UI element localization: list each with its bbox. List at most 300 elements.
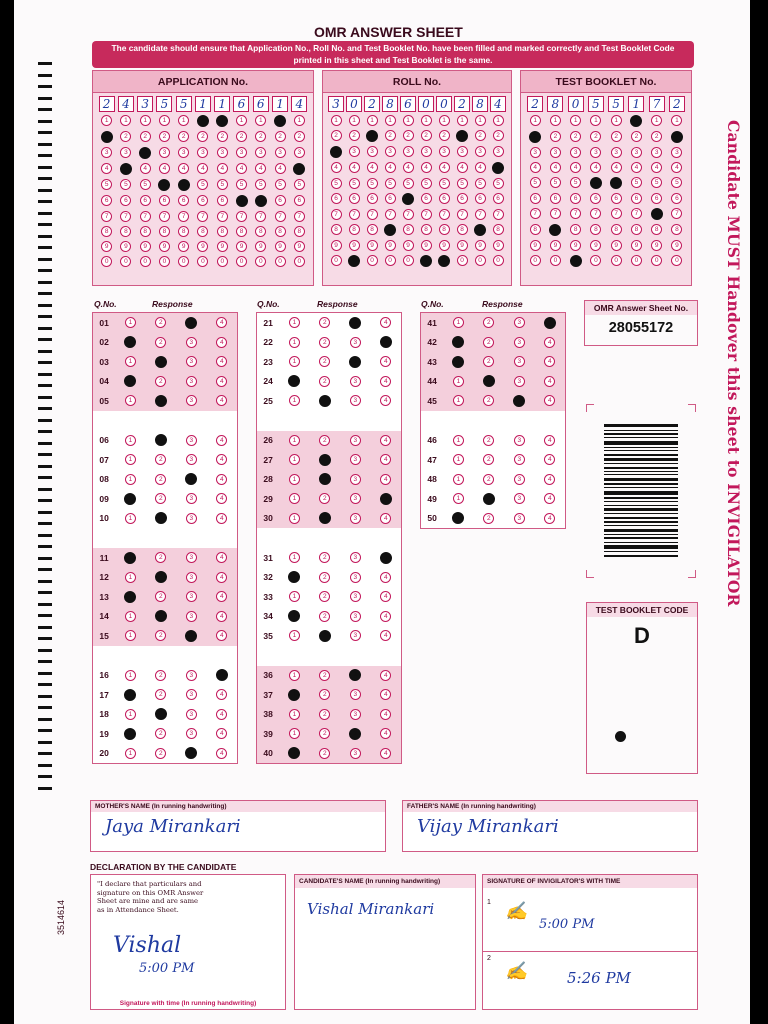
digit-bubble: 1 xyxy=(367,115,378,126)
digit-bubble: 2 xyxy=(439,130,450,141)
answer-bubble: 2 xyxy=(155,670,166,681)
answer-row xyxy=(93,470,237,490)
digit-bubble: 6 xyxy=(530,193,541,204)
answer-bubble: 1 xyxy=(289,395,300,406)
answer-bubble: 3 xyxy=(514,435,525,446)
answer-bubble: 3 xyxy=(514,356,525,367)
timing-mark xyxy=(38,384,52,387)
digit-bubble: 8 xyxy=(493,224,504,235)
digit-bubble: 6 xyxy=(651,193,662,204)
invigilator-signature-box xyxy=(482,874,698,1010)
digit-bubble: 8 xyxy=(384,224,396,236)
digit-bubble: 8 xyxy=(549,224,561,236)
digit-bubble: 7 xyxy=(178,211,189,222)
written-digit: 2 xyxy=(527,96,543,112)
option-slot xyxy=(176,747,206,759)
digit-bubble: 1 xyxy=(493,115,504,126)
option-slot xyxy=(207,728,237,739)
answer-bubble: 1 xyxy=(289,709,300,720)
option-slot xyxy=(535,454,565,465)
answer-bubble: 1 xyxy=(289,552,300,563)
answer-bubble: 4 xyxy=(216,728,227,739)
answer-bubble: 2 xyxy=(483,337,494,348)
digit-bubble: 5 xyxy=(439,178,450,189)
digit-bubble: 9 xyxy=(530,240,541,251)
option-slot xyxy=(310,689,340,700)
answer-bubble: 3 xyxy=(186,728,197,739)
digit-bubble: 0 xyxy=(420,255,432,267)
option-slot xyxy=(279,395,309,406)
answer-bubble: 1 xyxy=(453,395,464,406)
option-slot xyxy=(371,728,401,739)
option-slot xyxy=(443,454,473,465)
answer-row xyxy=(93,724,237,744)
mother-name-handwriting: Jaya Mirankari xyxy=(105,816,241,837)
digit-bubble: 9 xyxy=(671,240,682,251)
option-slot xyxy=(443,493,473,504)
answer-bubble: 3 xyxy=(186,572,197,583)
written-digit: 3 xyxy=(328,96,344,112)
digit-bubble: 0 xyxy=(236,256,247,267)
omr-sheet-number: 28055172 xyxy=(608,320,674,336)
digit-bubble: 2 xyxy=(331,130,342,141)
answer-row xyxy=(93,450,237,470)
option-slot xyxy=(279,571,309,583)
digit-bubble: 1 xyxy=(457,115,468,126)
timing-mark xyxy=(38,281,52,284)
answer-row xyxy=(93,372,237,392)
timing-mark xyxy=(38,97,52,100)
option-slot xyxy=(207,591,237,602)
digit-bubble: 0 xyxy=(457,255,468,266)
digit-bubble: 6 xyxy=(101,195,112,206)
digit-bubble: 0 xyxy=(140,256,151,267)
answer-bubble: 1 xyxy=(124,591,136,603)
option-slot xyxy=(115,591,145,603)
option-slot xyxy=(207,493,237,504)
digit-bubble: 3 xyxy=(236,147,247,158)
answer-bubble: 2 xyxy=(319,572,330,583)
digit-bubble: 4 xyxy=(331,162,342,173)
digit-bubble: 6 xyxy=(197,195,208,206)
answer-bubble: 2 xyxy=(319,709,330,720)
option-slot xyxy=(279,689,309,701)
option-slot xyxy=(310,435,340,446)
declaration-text: "I declare that particulars and signature on this OMR Answer Sheet are mine and are same as in Attendance Sheet. xyxy=(97,880,204,914)
digit-bubble: 7 xyxy=(385,209,396,220)
digit-bubble: 2 xyxy=(236,131,247,142)
digit-bubble: 2 xyxy=(275,131,286,142)
answer-bubble: 1 xyxy=(452,356,464,368)
bubble-grid xyxy=(521,113,691,269)
answer-bubble: 2 xyxy=(319,591,330,602)
option-slot xyxy=(207,435,237,446)
option-slot xyxy=(371,670,401,681)
invigilator-label: SIGNATURE OF INVIGILATOR'S WITH TIME xyxy=(483,875,697,888)
digit-bubble: 5 xyxy=(140,179,151,190)
option-slot xyxy=(115,689,145,701)
option-slot xyxy=(115,552,145,564)
answer-row xyxy=(421,372,565,392)
digit-bubble: 9 xyxy=(493,240,504,251)
answer-row xyxy=(93,333,237,353)
barcode-bar xyxy=(604,505,678,506)
timing-mark xyxy=(38,373,52,376)
answer-bubble: 3 xyxy=(514,454,525,465)
answer-bubble: 2 xyxy=(319,670,330,681)
option-slot xyxy=(310,376,340,387)
digit-bubble: 0 xyxy=(671,255,682,266)
digit-bubble: 3 xyxy=(651,147,662,158)
option-slot xyxy=(279,317,309,328)
digit-bubble: 1 xyxy=(349,115,360,126)
digit-bubble: 2 xyxy=(197,131,208,142)
answer-bubble: 4 xyxy=(216,493,227,504)
barcode-bar xyxy=(604,529,678,532)
digit-bubble: 8 xyxy=(159,226,170,237)
option-slot xyxy=(443,474,473,485)
digit-bubble: 9 xyxy=(385,240,396,251)
answer-row xyxy=(257,744,401,764)
answer-bubble: 4 xyxy=(544,474,555,485)
option-slot xyxy=(146,493,176,504)
digit-bubble: 9 xyxy=(255,241,266,252)
digit-bubble: 6 xyxy=(493,193,504,204)
answer-bubble: 4 xyxy=(216,395,227,406)
digit-bubble: 2 xyxy=(403,130,414,141)
candidate-signature: Vishal xyxy=(113,933,182,958)
digit-bubble: 5 xyxy=(255,179,266,190)
answer-bubble: 2 xyxy=(155,493,166,504)
digit-bubble: 9 xyxy=(331,240,342,251)
answer-bubble: 2 xyxy=(319,337,330,348)
written-digit: 5 xyxy=(588,96,604,112)
candidate-name-handwriting: Vishal Mirankari xyxy=(307,900,435,918)
timing-mark xyxy=(38,522,52,525)
digit-bubble: 1 xyxy=(651,115,662,126)
option-slot xyxy=(504,376,534,387)
answer-bubble: 4 xyxy=(544,454,555,465)
digit-bubble: 9 xyxy=(611,240,622,251)
option-slot xyxy=(279,454,309,465)
option-slot xyxy=(371,336,401,348)
option-slot xyxy=(115,611,145,622)
qno-header: Q.No. xyxy=(421,299,444,309)
digit-bubble: 1 xyxy=(385,115,396,126)
answer-bubble: 4 xyxy=(380,356,391,367)
question-number: 40 xyxy=(263,748,273,759)
answer-row xyxy=(257,724,401,744)
option-slot xyxy=(279,747,309,759)
digit-bubble: 3 xyxy=(178,147,189,158)
answer-bubble: 4 xyxy=(380,474,391,485)
option-slot xyxy=(310,317,340,328)
digit-bubble: 9 xyxy=(178,241,189,252)
option-slot xyxy=(310,728,340,739)
digit-bubble: 7 xyxy=(590,208,601,219)
timing-mark xyxy=(38,603,52,606)
answer-bubble: 3 xyxy=(186,513,197,524)
option-slot xyxy=(474,513,504,524)
barcode-bar xyxy=(604,430,678,431)
answer-bubble: 2 xyxy=(155,689,166,700)
digit-bubble: 5 xyxy=(493,178,504,189)
question-number: 08 xyxy=(99,474,109,485)
timing-mark xyxy=(38,488,52,491)
written-digit: 6 xyxy=(253,96,269,112)
answer-bubble: 3 xyxy=(186,356,197,367)
digit-bubble: 0 xyxy=(385,255,396,266)
digit-bubble: 3 xyxy=(349,146,360,157)
digit-bubble: 4 xyxy=(439,162,450,173)
question-number: 48 xyxy=(427,474,437,485)
digit-bubble: 2 xyxy=(529,131,541,143)
option-slot xyxy=(279,670,309,681)
answer-bubble: 1 xyxy=(124,336,136,348)
digit-bubble: 8 xyxy=(403,224,414,235)
option-slot xyxy=(474,435,504,446)
invigilator-entry-number: 2 xyxy=(487,955,491,962)
answer-bubble: 3 xyxy=(514,493,525,504)
digit-bubble: 4 xyxy=(651,162,662,173)
barcode-bar xyxy=(604,491,678,495)
digit-bubble: 9 xyxy=(631,240,642,251)
digit-bubble: 1 xyxy=(475,115,486,126)
answer-bubble: 4 xyxy=(380,689,391,700)
timing-mark xyxy=(38,85,52,88)
question-number: 24 xyxy=(263,376,273,387)
digit-bubble: 4 xyxy=(140,163,151,174)
answer-bubble: 3 xyxy=(185,630,197,642)
answer-bubble: 4 xyxy=(380,728,391,739)
digit-bubble: 2 xyxy=(178,131,189,142)
timing-mark xyxy=(38,465,52,468)
question-number: 09 xyxy=(99,493,109,504)
answer-bubble: 1 xyxy=(124,728,136,740)
digit-bubble: 6 xyxy=(550,193,561,204)
answer-bubble: 2 xyxy=(155,552,166,563)
digit-bubble: 9 xyxy=(197,241,208,252)
answer-bubble: 2 xyxy=(319,473,331,485)
question-number: 23 xyxy=(263,356,273,367)
written-digit: 5 xyxy=(608,96,624,112)
digit-bubble: 6 xyxy=(178,195,189,206)
digit-bubble: 7 xyxy=(475,209,486,220)
timing-mark xyxy=(38,200,52,203)
answer-bubble: 4 xyxy=(380,376,391,387)
answer-bubble: 2 xyxy=(483,317,494,328)
barcode-bar xyxy=(604,534,678,535)
digit-bubble: 6 xyxy=(475,193,486,204)
answer-bubble: 2 xyxy=(155,454,166,465)
digit-bubble: 1 xyxy=(140,115,151,126)
answer-bubble: 3 xyxy=(185,747,197,759)
option-slot xyxy=(207,572,237,583)
written-digit: 0 xyxy=(418,96,434,112)
digit-bubble: 3 xyxy=(421,146,432,157)
digit-bubble: 8 xyxy=(294,226,305,237)
digit-bubble: 5 xyxy=(158,179,170,191)
barcode-bar xyxy=(604,513,678,514)
digit-bubble: 7 xyxy=(120,211,131,222)
barcode-bar xyxy=(604,463,678,464)
digit-bubble: 9 xyxy=(590,240,601,251)
digit-bubble: 1 xyxy=(590,115,601,126)
option-slot xyxy=(340,669,370,681)
answer-bubble: 2 xyxy=(155,337,166,348)
digit-bubble: 8 xyxy=(457,224,468,235)
digit-bubble: 9 xyxy=(294,241,305,252)
option-slot xyxy=(504,435,534,446)
father-name-label: FATHER'S NAME (In running handwriting) xyxy=(403,801,697,812)
answer-bubble: 4 xyxy=(544,376,555,387)
barcode-bar xyxy=(604,517,678,519)
timing-mark xyxy=(38,741,52,744)
barcode-bar xyxy=(604,537,678,539)
answer-bubble: 3 xyxy=(350,552,361,563)
timing-mark xyxy=(38,292,52,295)
answer-bubble: 1 xyxy=(124,689,136,701)
question-number: 43 xyxy=(427,356,437,367)
digit-bubble: 3 xyxy=(101,147,112,158)
digit-bubble: 2 xyxy=(140,131,151,142)
digit-bubble: 2 xyxy=(651,131,662,142)
barcode-bar xyxy=(604,521,678,523)
answer-bubble: 2 xyxy=(319,611,330,622)
answer-row xyxy=(93,489,237,509)
option-slot xyxy=(340,317,370,329)
option-slot xyxy=(443,317,473,328)
digit-bubble: 8 xyxy=(197,226,208,237)
answer-bubble: 3 xyxy=(350,689,361,700)
answer-bubble: 1 xyxy=(125,670,136,681)
question-number: 29 xyxy=(263,493,273,504)
digit-bubble: 4 xyxy=(421,162,432,173)
digit-bubble: 7 xyxy=(493,209,504,220)
father-name-box xyxy=(402,800,698,852)
digit-bubble: 0 xyxy=(101,256,112,267)
option-slot xyxy=(146,630,176,641)
option-slot xyxy=(310,572,340,583)
option-slot xyxy=(504,317,534,328)
answer-bubble: 4 xyxy=(216,454,227,465)
digit-bubble: 8 xyxy=(120,226,131,237)
written-digit: 1 xyxy=(272,96,288,112)
barcode-bar xyxy=(604,487,678,488)
digit-bubble: 7 xyxy=(550,208,561,219)
answer-bubble: 1 xyxy=(453,493,464,504)
declaration-heading: DECLARATION BY THE CANDIDATE xyxy=(90,862,237,872)
answer-bubble: 3 xyxy=(186,670,197,681)
answer-bubble: 2 xyxy=(155,376,166,387)
answer-bubble: 1 xyxy=(125,572,136,583)
option-slot xyxy=(176,356,206,367)
digit-bubble: 5 xyxy=(236,179,247,190)
digit-bubble: 5 xyxy=(178,179,190,191)
option-slot xyxy=(310,356,340,367)
digit-bubble: 3 xyxy=(217,147,228,158)
block-gap xyxy=(421,411,565,431)
option-slot xyxy=(115,454,145,465)
question-number: 33 xyxy=(263,591,273,602)
timing-mark xyxy=(38,695,52,698)
timing-mark xyxy=(38,189,52,192)
written-digits xyxy=(521,93,691,113)
answer-bubble: 4 xyxy=(380,395,391,406)
answer-row xyxy=(93,352,237,372)
option-slot xyxy=(310,748,340,759)
option-slot xyxy=(207,513,237,524)
option-slot xyxy=(504,513,534,524)
answer-bubble: 2 xyxy=(319,395,331,407)
father-name-handwriting: Vijay Mirankari xyxy=(417,816,559,837)
timing-mark xyxy=(38,672,52,675)
answer-row xyxy=(257,489,401,509)
answer-row xyxy=(257,568,401,588)
answer-bubble: 3 xyxy=(349,728,361,740)
option-slot xyxy=(279,474,309,485)
option-slot xyxy=(115,336,145,348)
answer-bubble: 2 xyxy=(319,356,330,367)
answer-bubble: 2 xyxy=(155,591,166,602)
digit-bubble: 7 xyxy=(611,208,622,219)
option-slot xyxy=(207,669,237,681)
digit-bubble: 9 xyxy=(403,240,414,251)
barcode-bar xyxy=(604,458,678,461)
option-slot xyxy=(176,473,206,485)
option-slot xyxy=(146,552,176,563)
digit-bubble: 8 xyxy=(474,224,486,236)
digit-bubble: 8 xyxy=(101,226,112,237)
digit-bubble: 8 xyxy=(275,226,286,237)
answer-bubble: 3 xyxy=(186,611,197,622)
digit-bubble: 7 xyxy=(140,211,151,222)
answer-bubble: 3 xyxy=(350,513,361,524)
option-slot xyxy=(310,337,340,348)
declaration-box xyxy=(90,874,286,1010)
timing-mark xyxy=(38,269,52,272)
written-digit: 4 xyxy=(490,96,506,112)
digit-bubble: 4 xyxy=(631,162,642,173)
digit-bubble: 2 xyxy=(493,130,504,141)
answer-row xyxy=(257,431,401,451)
digit-bubble: 0 xyxy=(217,256,228,267)
timing-mark xyxy=(38,430,52,433)
digit-bubble: 9 xyxy=(349,240,360,251)
option-slot xyxy=(340,591,370,602)
answer-bubble: 2 xyxy=(319,728,330,739)
timing-mark xyxy=(38,177,52,180)
option-slot xyxy=(474,337,504,348)
digit-bubble: 5 xyxy=(403,178,414,189)
answer-row xyxy=(93,587,237,607)
digit-bubble: 4 xyxy=(530,162,541,173)
timing-mark xyxy=(38,764,52,767)
digit-bubble: 5 xyxy=(651,177,662,188)
option-slot xyxy=(371,395,401,406)
option-slot xyxy=(115,474,145,485)
option-slot xyxy=(146,395,176,407)
answer-bubble: 3 xyxy=(186,376,197,387)
option-slot xyxy=(340,493,370,504)
answer-bubble: 1 xyxy=(124,493,136,505)
answer-bubble: 3 xyxy=(350,337,361,348)
timing-mark xyxy=(38,108,52,111)
option-slot xyxy=(474,317,504,328)
digit-bubble: 4 xyxy=(236,163,247,174)
option-slot xyxy=(443,395,473,406)
timing-mark xyxy=(38,534,52,537)
